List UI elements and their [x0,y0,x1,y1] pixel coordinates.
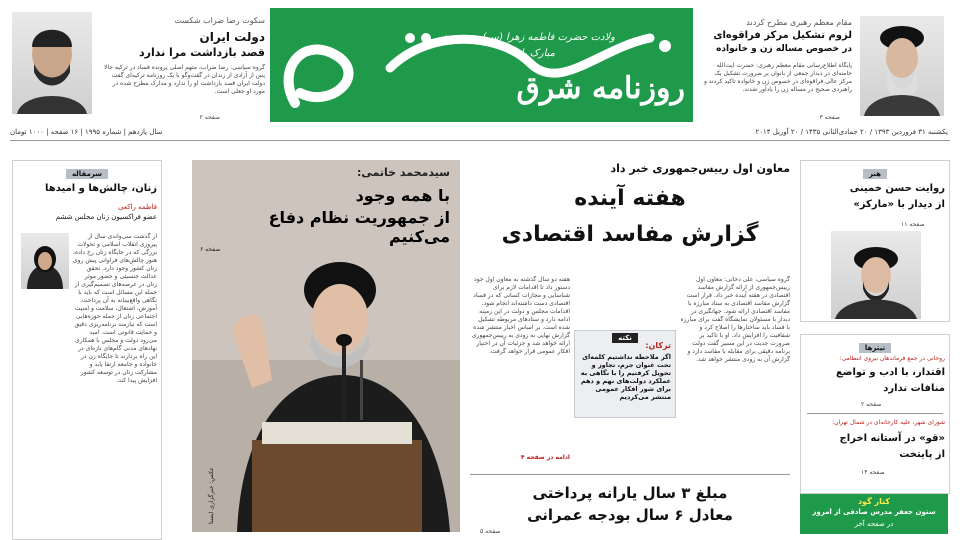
editorial-tag: سرمقاله [66,169,108,179]
bottom-story-headline-2: معادل ۶ سال بودجه عمرانی [527,506,733,524]
left-teaser-headline-2: قصد بازداشت مرا ندارد [138,46,265,59]
khatami-kicker: سیدمحمد خاتمی: [356,166,450,179]
masthead-rule [10,140,950,141]
green-box-line3: در صفحه آخر [854,520,894,528]
khatami-headline-1: با همه وجود [355,186,450,205]
art-headline-2: از دیدار با «مارکز» [853,199,945,210]
editorial-author: فاطمه راکعی [118,203,157,211]
hassan-khomeini-photo [831,231,921,319]
art-page-ref: صفحه ۱۱ [901,221,925,228]
main-story-headline-1: هفته آینده [574,186,686,211]
art-box [800,160,950,322]
quote-box [574,330,676,418]
editorial-title: زنان، چالش‌ها و امیدها [45,183,157,194]
editorial-body: از گذشت سی‌و‌اندی سال از پیروزی انقلاب اسلامی و تحولات بزرگی که در جایگاه زنان رخ داده، هنوز چالش‌های فراوانی پیش روی زنان کشور وجود دارد. تحقق عدالت جنسیتی و حضور موثر زنان در عرصه‌های تصمیم‌گیری از جمله این مسائل است که باید با نگاهی واقع‌بینانه به آن پرداخت. آموزش، اشتغال، سلامت و امنیت اجتماعی زنان از جمله حوزه‌هایی است که نیازمند برنامه‌ریزی دقیق و حمایت قانونی است. امید می‌رود دولت و مجلس با همکاری نهادهای مدنی گام‌های تازه‌ای در این راه بردارند تا جایگاه زن در خانواده و جامعه ارتقا یابد و مشارکت زنان در توسعه کشور افزایش پیدا کند. [73,233,157,384]
date-line: یکشنبه ۳۱ فروردین ۱۳۹۳ / ۲۰ جمادی‌الثانی ۱۴۳۵ / ۲۰ آوریل ۲۰۱۴ [755,128,948,136]
portrait-icon [12,12,92,114]
bottom-story-headline-1: مبلغ ۳ سال یارانه پرداختی [532,484,728,502]
green-promo-box [800,494,948,534]
main-story-page-ref: ادامه در صفحه ۴ [520,454,570,461]
main-story-headline-2: گزارش مفاسد اقتصادی [501,222,759,247]
issue-line: سال یازدهم | شماره ۱۹۹۵ | ۱۶ صفحه | ۱۰۰۰ تومان [10,128,163,136]
main-story-col1: گروه سیاسی، علی دخانی: معاون اول رییس‌جمهوری از ارائه گزارش مفاسد اقتصادی در هفته آینده خبر داد. قرار است گزارش مفاسد اقتصادی به ستاد مبارزه با مفاسد اقتصادی ارائه شود. جهانگیری در دیدار با مسئولان نمایشگاه گفت برای مبارزه با فساد باید ساختارها را اصلاح کرد و شفافیت را افزایش داد. او با تاکید بر ضرورت جدیت در این مسیر گفت دولت برنامه دقیقی برای مقابله با مفاسد دارد و گزارش آن به زودی منتشر خواهد شد. [680,276,790,363]
headlines-divider [807,413,943,414]
left-teaser-body: گروه سیاسی: رضا ضراب، متهم اصلی پرونده فساد در ترکیه حالا پس از آزادی از زندان در گفت‌وگو با یک روزنامه ترکیه‌ای گفت دولت ایران قصد بازداشت او را ندارد و مدارک مطرح شده در مورد او جعلی است. [104,64,265,95]
left-teaser-kicker: سکوت رضا ضراب شکست [174,16,265,25]
green-box-line1: کنار گود [857,497,891,506]
right-teaser-body: پایگاه اطلاع‌رسانی مقام معظم رهبری: حضرت آیت‌الله خامنه‌ای در دیدار جمعی از بانوان بر ضرورت تشکیل یک مرکز عالی فراقوه‌ای در خصوص زن و خانواده تاکید کردند و راهبردی صحیح در مساله زن را یادآور شدند. [703,62,852,93]
editorial-column [12,160,162,540]
masthead [270,8,693,122]
headline-item2-kicker: شورای شهر، علیه کارخانه‌ای در شمال تهران: [832,419,945,426]
right-teaser-headline-1: لزوم تشکیل مرکز فراقوه‌ای [713,30,852,41]
left-teaser-headline-1: دولت ایران [199,30,265,44]
art-tag: هنر [863,169,887,179]
headline-item2-line2: از پایتخت [899,449,945,460]
headline-item1-page: صفحه ۲ [861,401,882,408]
headline-item1-line2: منافات ندارد [883,383,945,394]
zarrab-photo [12,12,92,114]
headlines-box [800,334,950,494]
masthead-tagline-1: ولادت حضرت فاطمه زهرا (س) و روز زن [441,32,615,43]
bottom-story-rule [470,474,790,475]
masthead-title: روزنامه شرق [516,71,685,106]
khatami-headline-2: از جمهوریت نظام دفاع می‌کنیم [268,208,450,246]
quote-text: اگر ملاحظه نداشتیم کلمه‌ای تحت عنوان جرم، تجاوز و تحویل کرفتیم را با نگاهی به عملکرد دولت‌های نهم و دهم برای شور افکار عمومی منتشر می‌کردیم [580,353,671,401]
main-story-kicker: معاون اول رییس‌جمهوری خبر داد [610,162,790,175]
right-teaser-page: صفحه ۳ [819,114,840,121]
headline-item1-kicker: روحانی در جمع فرماندهان نیروی انتظامی: [839,355,945,362]
khatami-photo-block [192,160,460,532]
portrait-icon [831,231,921,319]
main-story-col2: هفته دو سال گذشته به معاون اول خود دستور داد تا اقدامات لازم برای شناسایی و مجازات کسانی که در فساد اقتصادی دست داشته‌اند انجام شود. اقدامات مجلس و دولت در این زمینه ادامه دارد و ستادهای مربوطه تشکیل شده است. بر اساس اخبار منتشر شده گزارش نهایی به زودی به رییس‌جمهوری ارائه خواهد شد و جزئیات آن در اختیار افکار عمومی قرار خواهد گرفت. [471,276,570,355]
quote-tag: نکته [612,333,638,343]
bottom-story-page-ref: صفحه ۵ [480,528,501,535]
portrait-icon [860,16,944,116]
left-teaser-page: صفحه ۲ [199,114,220,121]
art-headline-1: روایت حسن خمینی [849,183,945,194]
khatami-page-ref: صفحه ۶ [200,246,221,253]
leader-photo [860,16,944,116]
headline-item2-page: صفحه ۱۴ [861,469,885,476]
green-box-line2: ستون جعفر مدرس صادقی از امروز [812,508,936,516]
editorial-author-photo [21,233,69,289]
headline-item1-line1: اقتدار، با ادب و تواضع [835,367,945,378]
headlines-tag: تیترها [859,343,891,353]
quote-title: ترکان: [645,341,671,350]
portrait-icon [21,233,69,289]
right-teaser-headline-2: در خصوص مساله زن و خانواده [716,44,852,54]
headline-item2-line1: «قو» در آستانه اخراج [839,433,945,444]
right-teaser-kicker: مقام معظم رهبری مطرح کردند [746,18,852,27]
photo-caption: عکس: خبرگزاری ایسنا [208,467,215,524]
masthead-tagline-2: مبارک باد [516,48,555,59]
editorial-author-role: عضو فراکسیون زنان مجلس ششم [55,213,157,221]
